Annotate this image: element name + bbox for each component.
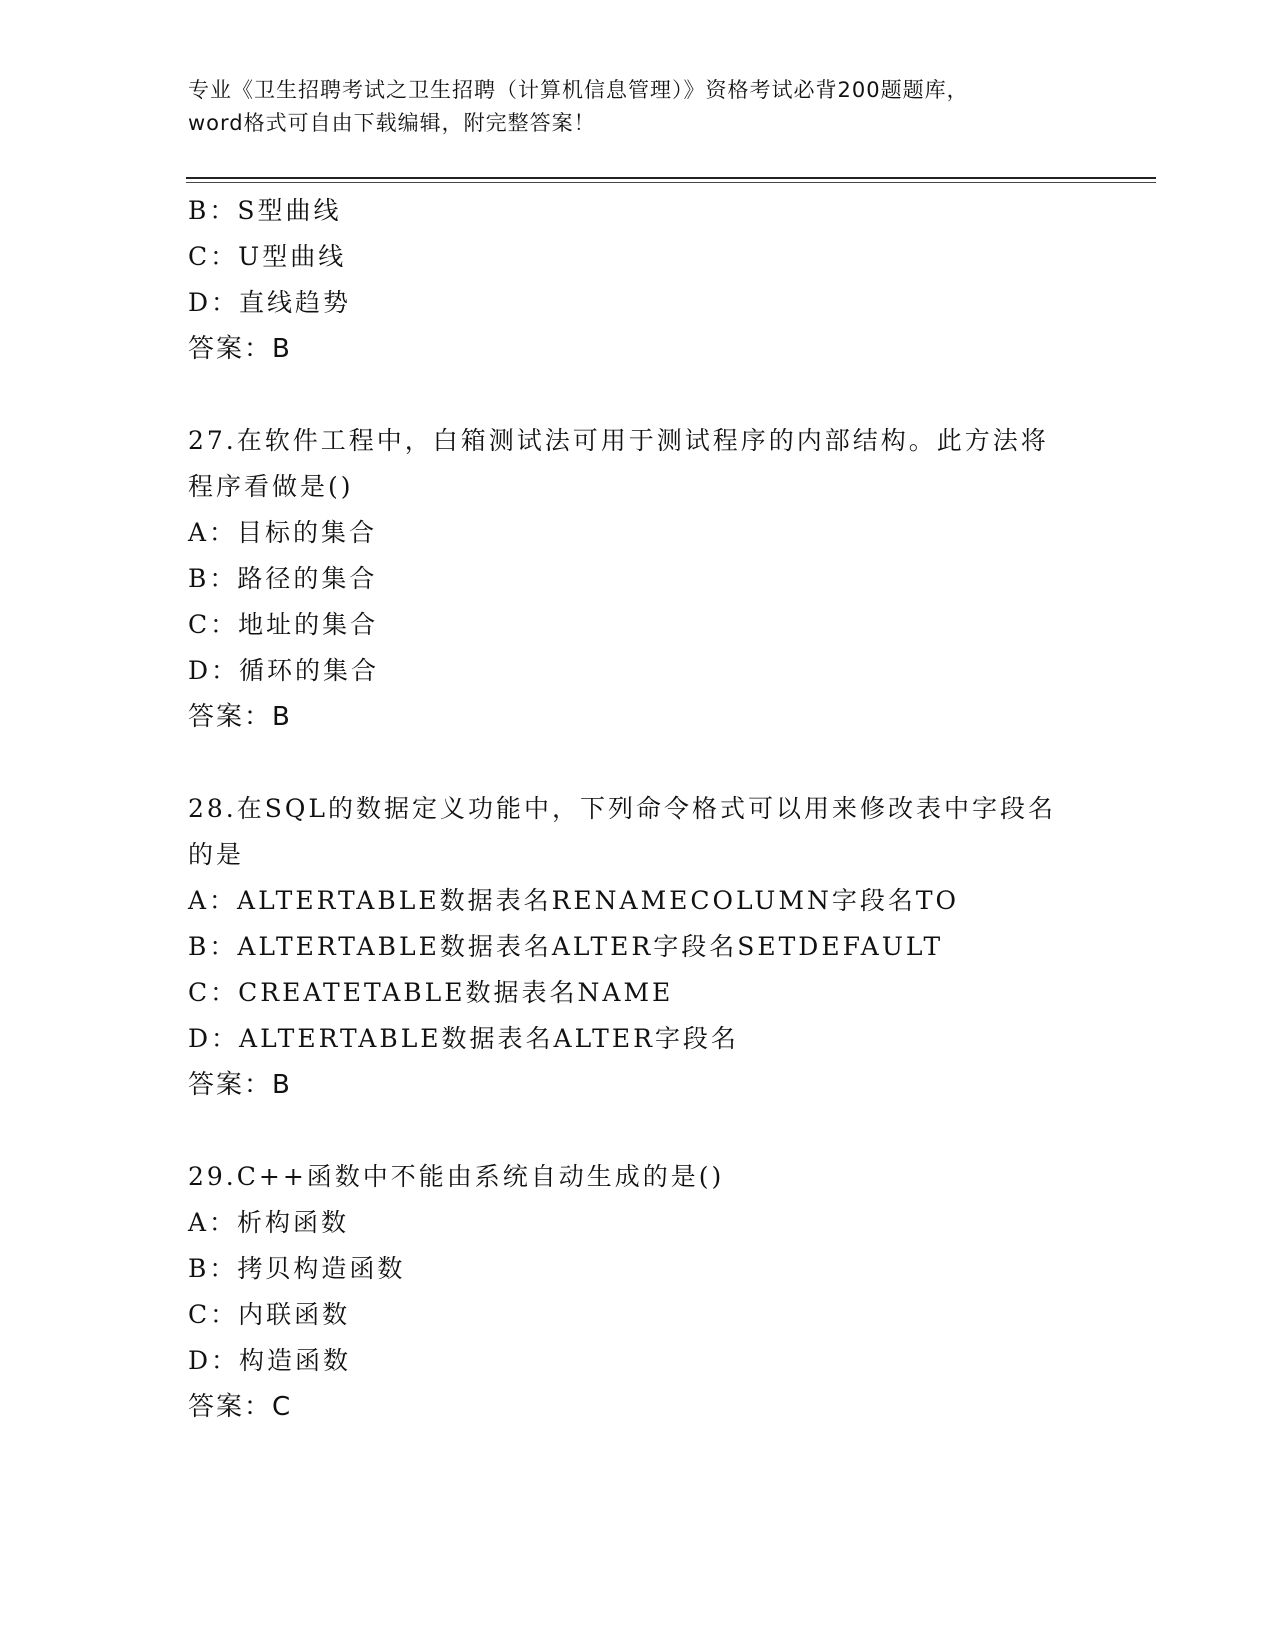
document-header <box>188 74 1088 140</box>
option-a: A：目标的集合 <box>188 518 378 547</box>
header-divider-thin <box>186 182 1156 183</box>
answer-line: 答案：B <box>188 334 292 364</box>
question-text <box>188 786 1088 878</box>
option-b: B：ALTERTABLE数据表名ALTER字段名SETDEFAULT <box>188 932 944 961</box>
answer-line: 答案：B <box>188 702 292 732</box>
option-d: D：ALTERTABLE数据表名ALTER字段名 <box>188 1024 739 1053</box>
option-b: B：路径的集合 <box>188 564 378 593</box>
answer-line: 答案：C <box>188 1392 293 1422</box>
question-26-partial <box>188 188 1088 372</box>
question-28 <box>188 786 1088 1108</box>
option-c: C：地址的集合 <box>188 610 379 639</box>
header-line-1: 专业《卫生招聘考试之卫生招聘（计算机信息管理）》资格考试必背200题题库， <box>188 78 969 102</box>
question-list <box>188 188 1088 1430</box>
header-line-2: word格式可自由下载编辑，附完整答案！ <box>188 111 596 135</box>
question-text-line: 29.C++函数中不能由系统自动生成的是() <box>188 1162 725 1191</box>
answer-line: 答案：B <box>188 1070 292 1100</box>
option-a: A：析构函数 <box>188 1208 350 1237</box>
option-c: C：U型曲线 <box>188 242 347 271</box>
question-text <box>188 418 1088 510</box>
question-text-line: 的是 <box>188 840 245 869</box>
question-text <box>188 1154 1088 1200</box>
option-d: D：构造函数 <box>188 1346 352 1375</box>
question-text-line: 27.在软件工程中，白箱测试法可用于测试程序的内部结构。此方法将 <box>188 426 1049 455</box>
option-b: B：拷贝构造函数 <box>188 1254 406 1283</box>
option-c: C：内联函数 <box>188 1300 351 1329</box>
header-divider-thick <box>186 177 1156 179</box>
option-d: D：循环的集合 <box>188 656 380 685</box>
option-d: D：直线趋势 <box>188 288 352 317</box>
question-27 <box>188 418 1088 740</box>
option-b: B：S型曲线 <box>188 196 342 225</box>
question-text-line: 程序看做是() <box>188 472 354 501</box>
option-a: A：ALTERTABLE数据表名RENAMECOLUMN字段名TO <box>188 886 959 915</box>
option-c: C：CREATETABLE数据表名NAME <box>188 978 674 1007</box>
question-29 <box>188 1154 1088 1430</box>
question-text-line: 28.在SQL的数据定义功能中，下列命令格式可以用来修改表中字段名 <box>188 794 1056 823</box>
